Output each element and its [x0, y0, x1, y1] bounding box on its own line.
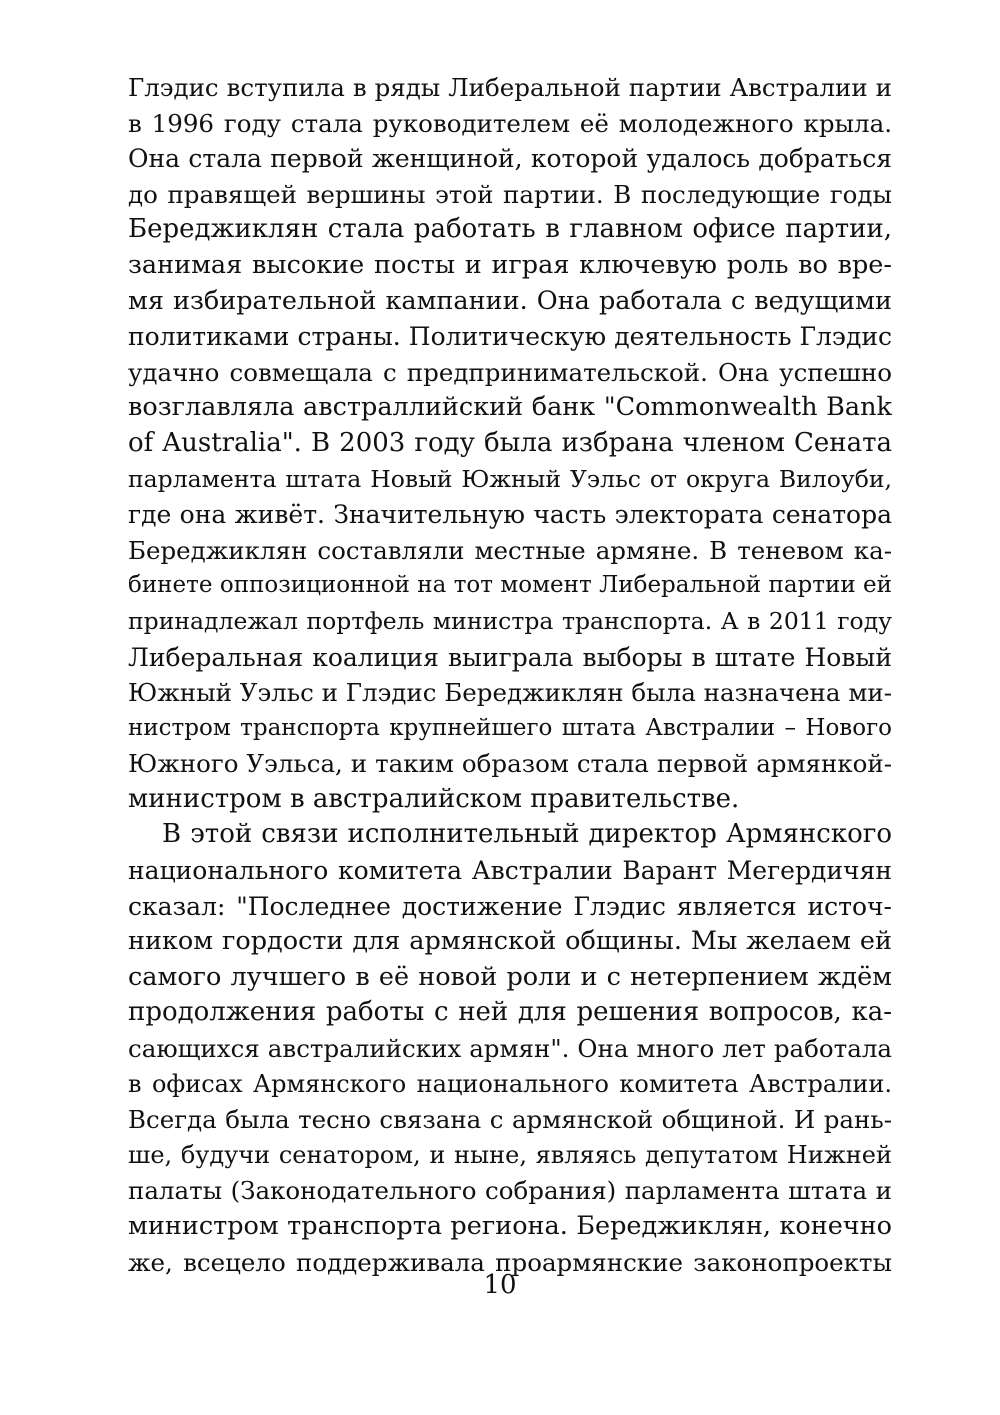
- text-line: сказал: "Последнее достижение Глэдис является источ-: [128, 891, 892, 921]
- text-line: Всегда была тесно связана с армянской общиной. И рань-: [128, 1105, 892, 1135]
- text-line: возглавляла австраллийский банк "Commonwealth Bank: [128, 392, 892, 423]
- paragraph-1: [128, 70, 892, 817]
- text-line: министром транспорта региона. Береджиклян, конечно: [128, 1211, 892, 1241]
- text-line: ше, будучи сенатором, и ныне, являясь депутатом Нижней: [128, 1140, 892, 1169]
- text-line: Она стала первой женщиной, которой удалось добраться: [128, 144, 892, 174]
- body-text: [128, 70, 892, 1280]
- text-line: министром в австралийском правительстве.: [128, 783, 740, 814]
- text-line: где она живёт. Значительную часть электората сенатора: [128, 500, 892, 530]
- text-line: занимая высокие посты и играя ключевую роль во вре-: [128, 249, 892, 280]
- page-number: 10: [483, 1270, 517, 1300]
- text-line: Береджиклян стала работать в главном офисе партии,: [128, 214, 892, 245]
- text-line: парламента штата Новый Южный Уэльс от округа Вилоуби,: [128, 464, 892, 493]
- text-line: же, всецело поддерживала проармянские законопроекты: [128, 1247, 892, 1277]
- text-line: национального комитета Австралии Варант Мегердичян: [128, 856, 892, 886]
- text-line: Южного Уэльса, и таким образом стала первой армянкой-: [128, 749, 892, 779]
- text-line: Южный Уэльс и Глэдис Береджиклян была назначена ми-: [128, 678, 892, 708]
- paragraph-2: [128, 817, 892, 1280]
- text-line: принадлежал портфель министра транспорта. А в 2011 году: [128, 606, 892, 635]
- text-line: сающихся австралийских армян". Она много лет работала: [128, 1034, 892, 1064]
- text-line: в офисах Армянского национального комитета Австралии.: [128, 1069, 892, 1098]
- text-line: палаты (Законодательного собрания) парламента штата и: [128, 1176, 892, 1206]
- text-line: самого лучшего в её новой роли и с нетерпением ждём: [128, 961, 892, 992]
- text-line: удачно совмещала с предпринимательской. Она успешно: [128, 357, 892, 387]
- text-line: нистром транспорта крупнейшего штата Австралии – Нового: [128, 714, 892, 741]
- text-line: Береджиклян составляли местные армяне. В теневом ка-: [128, 535, 892, 565]
- text-line: до правящей вершины этой партии. В последующие годы: [128, 179, 892, 209]
- text-line: продолжения работы с ней для решения вопросов, ка-: [128, 997, 892, 1028]
- text-line: мя избирательной кампании. Она работала с ведущими: [128, 285, 892, 316]
- text-line: Либеральная коалиция выиграла выборы в штате Новый: [128, 642, 892, 672]
- text-line: ником гордости для армянской общины. Мы желаем ей: [128, 926, 892, 957]
- text-line: В этой связи исполнительный директор Армянского: [162, 819, 892, 850]
- text-line: в 1996 году стала руководителем её молодежного крыла.: [128, 108, 892, 138]
- text-line: бинете оппозиционной на тот момент Либеральной партии ей: [128, 572, 892, 599]
- text-line: of Australia". В 2003 году была избрана членом Сената: [128, 427, 892, 458]
- text-line: политиками страны. Политическую деятельность Глэдис: [128, 322, 892, 352]
- text-line: Глэдис вступила в ряды Либеральной партии Австралии и: [128, 73, 892, 102]
